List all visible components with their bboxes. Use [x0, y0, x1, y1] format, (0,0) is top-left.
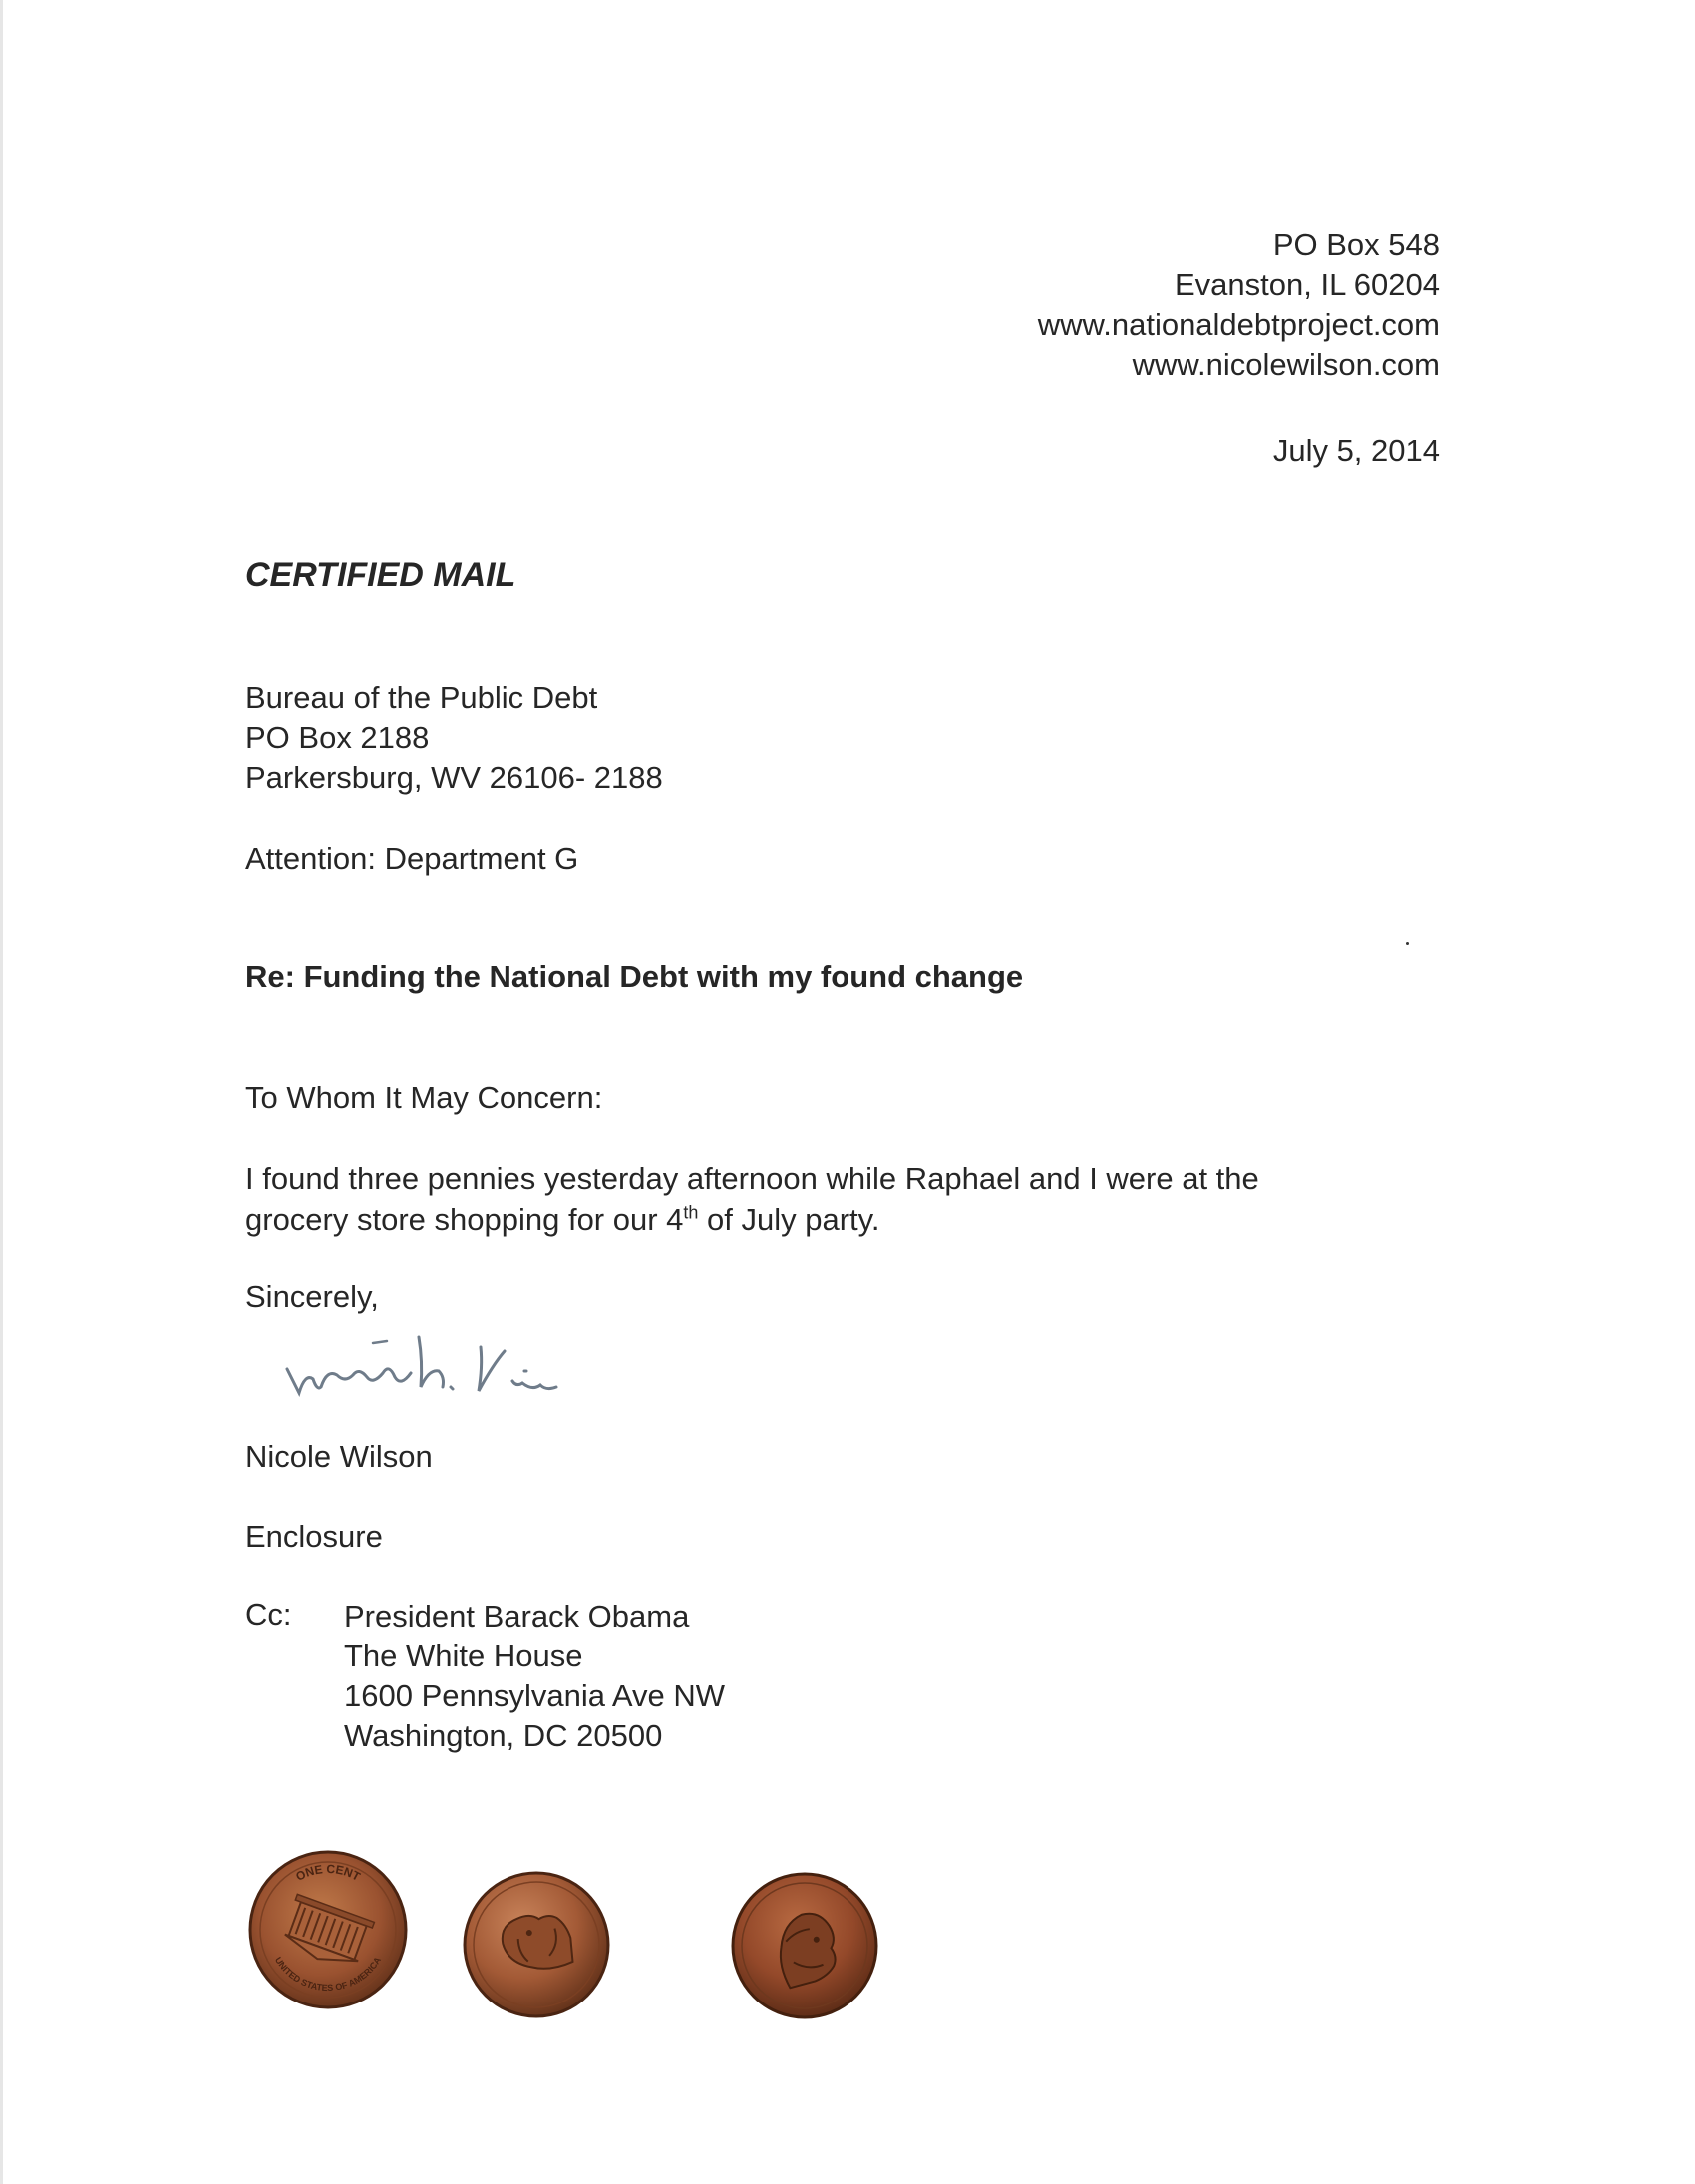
scan-speck	[1406, 942, 1409, 945]
recipient-line: Parkersburg, WV 26106- 2188	[245, 760, 663, 795]
penny-reverse-image	[247, 1849, 409, 2010]
enclosure-note: Enclosure	[245, 1519, 383, 1554]
coin-rim-text: UNITED STATES OF AMERICA	[272, 1955, 384, 1994]
recipient-line: Bureau of the Public Debt	[245, 680, 598, 715]
penny-obverse-image	[730, 1871, 879, 2020]
recipient-address	[245, 678, 663, 798]
body-line: I found three pennies yesterday afternoon while Raphael and I were at the	[245, 1161, 1259, 1196]
return-address-line: Evanston, IL 60204	[1175, 267, 1440, 302]
closing: Sincerely,	[245, 1279, 379, 1314]
cc-line: 1600 Pennsylvania Ave NW	[344, 1678, 725, 1713]
handwritten-signature	[279, 1321, 618, 1411]
letter-date: July 5, 2014	[1272, 433, 1440, 468]
cc-line: Washington, DC 20500	[344, 1718, 663, 1753]
delivery-note: CERTIFIED MAIL	[245, 556, 516, 594]
return-address-url: www.nicolewilson.com	[1132, 347, 1440, 382]
salutation: To Whom It May Concern:	[245, 1080, 603, 1115]
body-line	[245, 1199, 1442, 1240]
return-address	[1038, 225, 1440, 385]
cc-address	[344, 1597, 725, 1756]
signer-name: Nicole Wilson	[245, 1439, 433, 1474]
recipient-line: PO Box 2188	[245, 720, 430, 755]
cc-line: The White House	[344, 1638, 583, 1673]
return-address-line: PO Box 548	[1272, 227, 1440, 262]
penny-obverse-image	[462, 1870, 611, 2019]
cc-label: Cc:	[245, 1597, 292, 1632]
return-address-url: www.nationaldebtproject.com	[1037, 307, 1440, 342]
subject-line: Re: Funding the National Debt with my found change	[245, 959, 1024, 994]
ordinal-suffix: th	[683, 1202, 699, 1223]
letter-body	[245, 1158, 1442, 1240]
cc-line: President Barack Obama	[344, 1599, 690, 1634]
attention-line: Attention: Department G	[245, 841, 579, 876]
coin-rim-text: ONE CENT	[293, 1861, 363, 1884]
body-text-span: grocery store shopping for our 4	[245, 1202, 684, 1237]
body-text-span: of July party.	[698, 1202, 880, 1237]
